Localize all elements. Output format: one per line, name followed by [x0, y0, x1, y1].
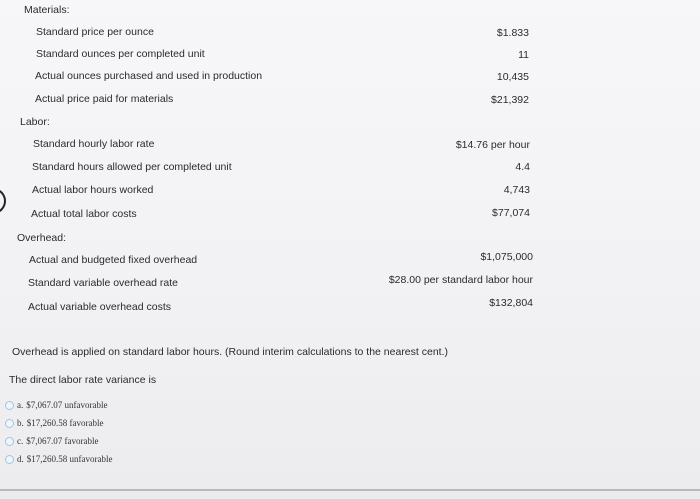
option-text: $17,260.58 favorable	[26, 418, 104, 428]
materials-heading: Materials:	[24, 4, 70, 16]
overhead-row-label: Actual variable overhead costs	[28, 301, 171, 313]
materials-row-label: Actual price paid for materials	[35, 93, 174, 105]
labor-row-value: 4.4	[515, 161, 530, 173]
overhead-row-value: $28.00 per standard labor hour	[388, 274, 533, 286]
labor-row-value: $14.76 per hour	[455, 139, 530, 151]
answer-option-d[interactable]	[5, 454, 112, 464]
labor-row-label: Actual total labor costs	[31, 208, 137, 220]
materials-row-value: 11	[518, 49, 529, 61]
overhead-row-label: Standard variable overhead rate	[28, 277, 179, 289]
labor-row-value: 4,743	[503, 184, 530, 196]
overhead-heading: Overhead:	[17, 232, 67, 244]
materials-row-value: $1.833	[496, 27, 529, 39]
materials-row-label: Standard price per ounce	[36, 26, 154, 38]
question-text: The direct labor rate variance is	[9, 374, 157, 386]
materials-row-label: Standard ounces per completed unit	[36, 48, 205, 60]
materials-row-label: Actual ounces purchased and used in production	[35, 70, 263, 82]
labor-row-label: Actual labor hours worked	[32, 184, 154, 196]
overhead-row-label: Actual and budgeted fixed overhead	[29, 254, 198, 266]
labor-heading: Labor:	[20, 116, 50, 128]
radio-button[interactable]	[5, 401, 14, 410]
labor-row-value: $77,074	[492, 207, 530, 219]
answer-option-c[interactable]	[5, 436, 98, 446]
option-letter: c.	[17, 436, 24, 446]
option-text: $7,067.07 unfavorable	[26, 400, 108, 410]
option-text: $7,067.07 favorable	[26, 436, 99, 446]
bracket-edge-mark	[0, 188, 6, 214]
labor-row-label: Standard hourly labor rate	[33, 138, 155, 150]
radio-button[interactable]	[5, 437, 14, 446]
answer-option-b[interactable]	[5, 418, 103, 428]
problem-note: Overhead is applied on standard labor hours. (Round interim calculations to the nearest cent.)	[12, 346, 448, 358]
radio-button[interactable]	[5, 419, 14, 428]
overhead-row-value: $132,804	[489, 297, 533, 309]
answer-option-a[interactable]	[5, 400, 107, 410]
overhead-row-value: $1,075,000	[480, 251, 533, 263]
materials-row-value: $21,392	[491, 94, 529, 106]
labor-row-label: Standard hours allowed per completed unit	[32, 161, 232, 173]
option-text: $17,260.58 unfavorable	[26, 454, 113, 464]
radio-button[interactable]	[5, 455, 14, 464]
bottom-divider	[0, 489, 700, 491]
option-letter: a.	[17, 400, 24, 410]
materials-row-value: 10,435	[496, 71, 529, 83]
option-letter: b.	[17, 418, 24, 428]
option-letter: d.	[17, 454, 24, 464]
